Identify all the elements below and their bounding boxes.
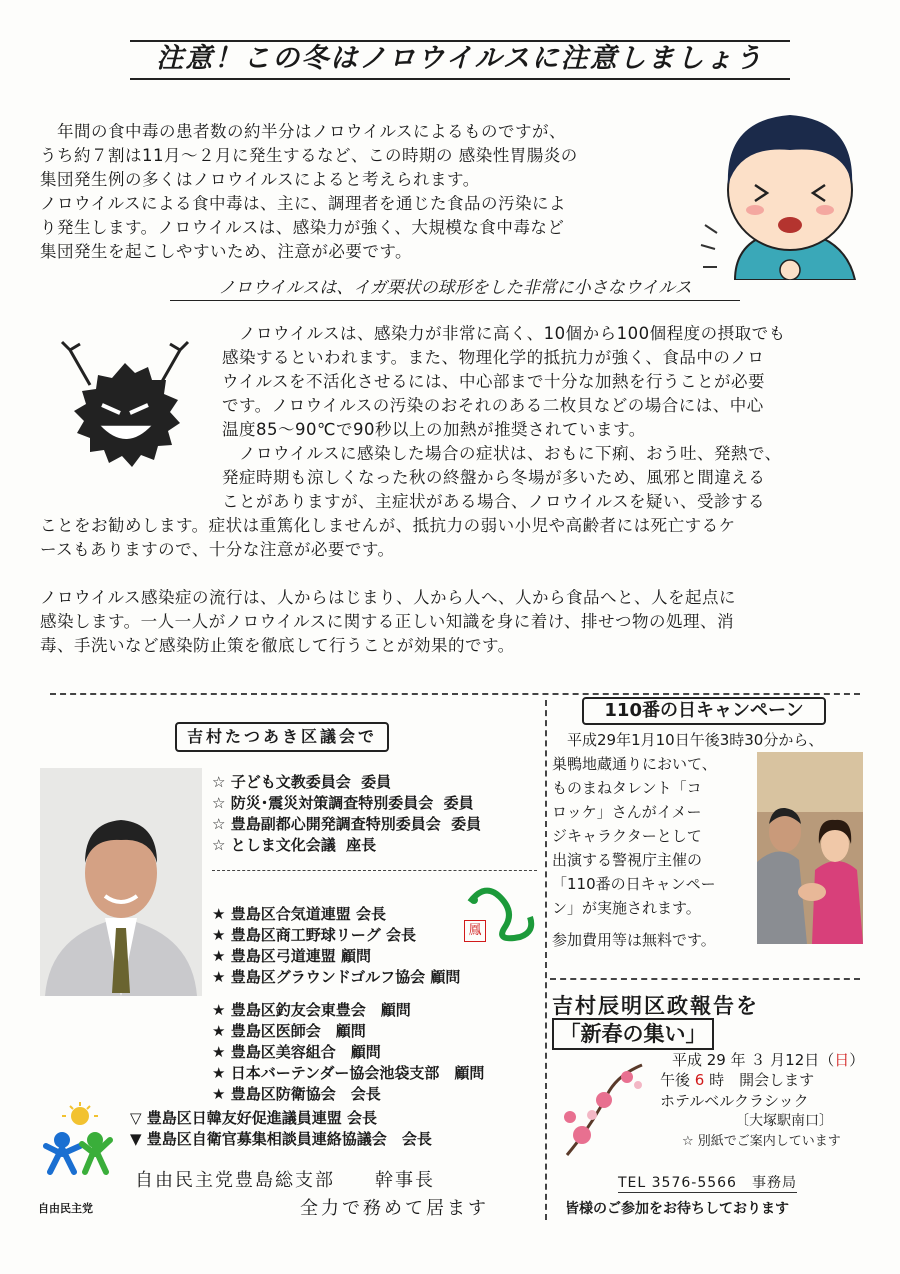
list-item: ★ 豊島区弓道連盟 顧問	[212, 947, 371, 965]
list-item: ★ 豊島区釣友会東豊会 顧問	[212, 1001, 411, 1019]
profile-divider	[212, 870, 537, 871]
org-list-1	[212, 904, 460, 988]
event-access: 〔大塚駅南口〕	[735, 1113, 833, 1129]
party-logo-text: 自由民主党	[38, 1202, 93, 1215]
page-title: 注意！この冬はノロウイルスに注意しましょう	[130, 40, 790, 80]
spread-text: ノロウイルス感染症の流行は、人からはじまり、人から人へ、人から食品へと、人を起点に 感染します。一人一人がノロウイルスに関する正しい知識を身に着け、排せつ物の処理、消 毒、手洗いなど感染防止策を徹底して行うことが効果的です。	[40, 588, 737, 655]
list-item: ★ 豊島区商工野球リーグ 会長	[212, 926, 416, 944]
virus-icon	[40, 325, 210, 485]
event-tel: TEL 3576-5566 事務局	[618, 1172, 797, 1193]
plum-blossom-icon	[552, 1055, 662, 1165]
virus-subheading: ノロウイルスは、イガ栗状の球形をした非常に小さなウイルス	[170, 276, 740, 301]
event-title-1: 吉村辰明区政報告を	[552, 994, 759, 1018]
column-divider	[545, 700, 547, 1220]
portrait-photo	[40, 768, 202, 996]
list-item: ★ 日本バーテンダー協会池袋支部 顧問	[212, 1064, 485, 1082]
event-closing: 皆様のご参加をお待ちしております	[565, 1201, 789, 1217]
event-title-2: 「新春の集い」	[552, 1018, 714, 1050]
event-venue: ホテルベルクラシック	[660, 1092, 809, 1110]
symptom-text: ことをお勧めします。症状は重篤化しませんが、抵抗力の弱い小児や高齢者には死亡するケ ースもありますので、十分な注意が必要です。	[40, 516, 736, 559]
profile-footer-2: 全力で務めて居ます	[300, 1198, 489, 1219]
list-item: ★ 豊島区合気道連盟 会長	[212, 905, 386, 923]
org-list-2	[212, 1000, 484, 1105]
section-divider	[50, 693, 860, 695]
event-note: ☆ 別紙でご案内しています	[682, 1134, 841, 1149]
campaign-heading: 110番の日キャンペーン	[582, 697, 826, 725]
campaign-text: 平成29年1月10日午後3時30分から、 巣鴨地蔵通りにおいて、 ものまねタレント「コ ロッケ」さんがイメー ジキャラクターとして 出演する警視庁主催の 「110番の日キャンペー ン」が実施されます。 参加費用等は無料です。	[552, 731, 824, 949]
profile-footer-1: 自由民主党豊島総支部 幹事長	[135, 1170, 435, 1191]
virus-text: ノロウイルスは、感染力が非常に高く、10個から100個程度の摂取でも 感染するといわれます。また、物理化学的抵抗力が強く、食品中のノロ ウイルスを不活化させるには、中心部まで十分な加熱を行うことが必要 です。ノロウイルスの汚染のおそれのある二枚貝などの場合には、中心 温度85〜90℃で90秒以上の加熱が推奨されています。 ノロウイルスに感染した場合の症状は、おもに下痢、おう吐、発熱で、 発症時期も涼しくなった秋の終盤から冬場が多いため、風邪と間違える ことがありますが、主症状がある場合、ノロウイルスを疑い、受診する	[222, 324, 786, 511]
event-divider	[550, 978, 860, 980]
committee-list	[212, 772, 481, 856]
seal-stamp: 鳳	[464, 920, 486, 942]
list-item: ☆ 豊島副都心開発調査特別委員会 委員	[212, 815, 482, 833]
list-item: ☆ としま文化会議 座長	[212, 836, 377, 854]
list-item: ☆ 防災･震災対策調査特別委員会 委員	[212, 794, 474, 812]
party-logo-icon	[40, 1102, 120, 1197]
list-item: ▽ 豊島区日韓友好促進議員連盟 会長	[130, 1109, 378, 1127]
list-item: ★ 豊島区医師会 顧問	[212, 1022, 366, 1040]
list-item: ★ 豊島区美容組合 顧問	[212, 1043, 381, 1061]
list-item: ☆ 子ども文教委員会 委員	[212, 773, 392, 791]
list-item: ▼ 豊島区自衛官募集相談員連絡協議会 会長	[130, 1130, 432, 1148]
campaign-photo	[757, 752, 863, 944]
event-date: 平成 29 年 ３ 月12日（日）	[672, 1051, 865, 1069]
sick-boy-illustration	[695, 85, 875, 280]
org-list-3	[130, 1108, 432, 1150]
event-time: 午後 6 時 開会します	[660, 1071, 815, 1089]
intro-text: 年間の食中毒の患者数の約半分はノロウイルスによるものですが、 うち約７割は11月〜２月に発生するなど、この時期の 感染性胃腸炎の 集団発生例の多くはノロウイルスによると考えられます。 ノロウイルスによる食中毒は、主に、調理者を通じた食品の汚染によ り発生します。ノロウイルスは、感染力が強く、大規模な食中毒など 集団発生を起こしやすいため、注意が必要です。	[40, 122, 578, 261]
list-item: ★ 豊島区防衛協会 会長	[212, 1085, 381, 1103]
list-item: ★ 豊島区グラウンドゴルフ協会 顧問	[212, 968, 461, 986]
profile-heading: 吉村たつあき区議会で	[175, 722, 389, 752]
